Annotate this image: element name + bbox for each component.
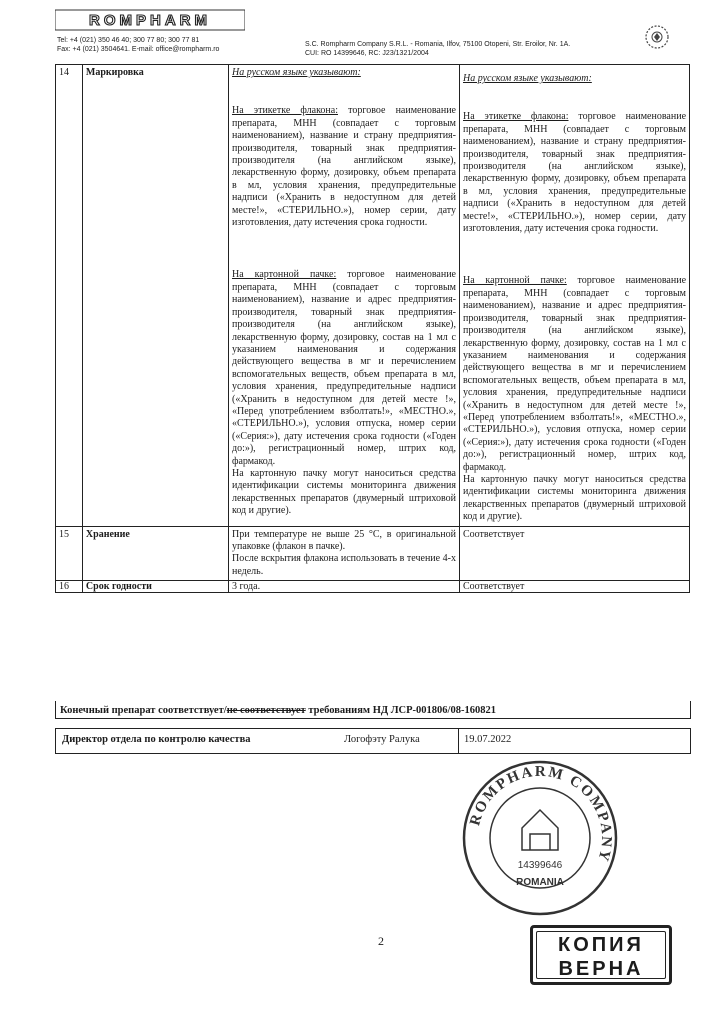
logo-graphic xyxy=(55,8,245,32)
seal-number: 14399646 xyxy=(517,860,563,871)
box-heading: На картонной пачке: xyxy=(463,275,567,287)
parameter-name: Хранение xyxy=(82,526,228,581)
seal-country: ROMANIA xyxy=(516,877,564,888)
company-address: S.C. Rompharm Company S.R.L. - Romania, Ilfov, 75100 Otopeni, Str. Eroilor, Nr. 1A. xyxy=(305,41,571,48)
label-heading: На этикетке флакона: xyxy=(231,105,338,117)
result-cell xyxy=(460,65,690,527)
signature-date: 19.07.2022 xyxy=(464,734,512,745)
company-seal xyxy=(460,758,620,918)
parameter-name: Маркировка xyxy=(82,65,228,527)
conclusion-suffix: требованиям НД ЛСР-001806/08-160821 xyxy=(305,705,496,716)
signer-name: Логофэту Ралука xyxy=(344,734,420,745)
conclusion-text xyxy=(60,705,496,716)
requirement-extra: На картонную пачку могут наноситься средства идентификации системы мониторинга движения лекарственных препаратов (двумерный штриховой код и другие). xyxy=(231,467,456,517)
page-number: 2 xyxy=(378,934,384,948)
stamp-line-2: ВЕРНА xyxy=(558,958,644,980)
conclusion-struck: не соответствует xyxy=(226,705,306,716)
result-box-text xyxy=(463,275,686,474)
logo-text: ROMPHARM xyxy=(89,12,211,29)
certification-mark-icon xyxy=(640,22,674,52)
parameter-name: Срок годности xyxy=(82,581,228,593)
result-intro: На русском языке указывают: xyxy=(463,73,592,84)
result-cell: Соответствует xyxy=(460,581,690,593)
table-row xyxy=(56,526,690,581)
company-details xyxy=(305,40,570,58)
requirement-text: При температуре не выше 25 °С, в оригинальной упаковке (флакон в пачке). xyxy=(231,528,456,552)
signature-row xyxy=(55,728,691,754)
certified-copy-stamp xyxy=(530,925,672,985)
seal-ring-text: ROMPHARM COMPANY xyxy=(467,763,615,865)
result-extra: На картонную пачку могут наноситься средства идентификации системы мониторинга движения лекарственных препаратов (двумерный штриховой код и другие). xyxy=(463,473,686,523)
requirement-label-text xyxy=(232,105,456,229)
requirement-cell xyxy=(228,526,459,581)
conclusion-prefix: Конечный препарат соответствует/ xyxy=(60,705,227,716)
result-label-text xyxy=(463,111,686,235)
seal-emblem-icon xyxy=(522,810,558,850)
result-cell: Соответствует xyxy=(460,526,690,581)
requirement-intro: На русском языке указывают: xyxy=(231,67,361,78)
requirement-text: После вскрытия флакона использовать в течение 4-х недель. xyxy=(231,553,456,577)
box-body: торговое наименование препарата, МНН (совпадает с торговым наименованием), название и адрес предприятия-производителя, товарный знак предприятия-производителя (на английском языке), лекарственную форму, дозировку, состав на 1 мл с указанием наименования и содержания действующего вещества в мг и перечислением вспомогательных веществ, объем препарата в мл, условия хранения, предупредительные надписи («Хранить в недоступном для детей месте !», «Перед употреблением взболтать!», «МЕСТНО.», «СТЕРИЛЬНО.»), условия отпуска, номер серии («Серия:»), дату истечения срока годности («Годен до:»), регистрационный номер, штрих код, фармакод. xyxy=(231,269,456,467)
company-registration: CUI: RO 14399646, RC: J23/1321/2004 xyxy=(305,50,429,57)
table-row xyxy=(56,65,690,527)
box-heading: На картонной пачке: xyxy=(231,269,337,281)
signer-title: Директор отдела по контролю качества xyxy=(62,734,251,745)
row-number: 16 xyxy=(56,581,83,593)
requirement-cell: 3 года. xyxy=(228,581,459,593)
contact-info xyxy=(57,36,219,54)
label-heading: На этикетке флакона: xyxy=(463,111,569,123)
stamp-line-1: КОПИЯ xyxy=(558,934,644,956)
row-number: 15 xyxy=(56,526,83,581)
fax-email-line: Fax: +4 (021) 3504641. E-mail: office@rompharm.ro xyxy=(57,46,220,53)
table-row xyxy=(56,581,690,593)
phone-line: Tel: +4 (021) 350 46 40; 300 77 80; 300 77 81 xyxy=(57,37,200,44)
requirement-box-text xyxy=(232,269,456,468)
company-logo xyxy=(55,8,245,32)
box-body: торговое наименование препарата, МНН (совпадает с торговым наименованием), название и адрес предприятия-производителя, товарный знак предприятия-производителя (на английском языке), лекарственную форму, дозировку, состав на 1 мл с указанием наименования и содержания действующего вещества в мг и перечислением вспомогательных веществ, объем препарата в мл, условия хранения, предупредительные надписи («Хранить в недоступном для детей месте !», «Перед употреблением взболтать!», «МЕСТНО.», «СТЕРИЛЬНО.»), условия отпуска, номер серии («Серия:»), дату истечения срока годности («Годен до:»), регистрационный номер, штрих код, фармакод. xyxy=(463,275,687,473)
label-body: торговое наименование препарата, МНН (совпадает с торговым наименованием), название и страну предприятия-производителя, товарный знак предприятия-производителя (на английском языке), лекарственную форму, дозировку, объем препарата в мл, условия хранения, предупредительные надписи («Хранить в недоступном для детей месте!», «СТЕРИЛЬНО.»), номер серии, дату изготовления, дату истечения срока годности. xyxy=(231,105,456,229)
requirement-cell xyxy=(228,65,459,527)
row-number: 14 xyxy=(56,65,83,527)
specification-table xyxy=(55,64,690,593)
label-body: торговое наименование препарата, МНН (совпадает с торговым наименованием), название и страну предприятия-производителя, товарный знак предприятия-производителя (на английском языке), лекарственную форму, дозировку, объем препарата в мл, условия хранения, предупредительные надписи («Хранить в недоступном для детей месте!», «СТЕРИЛЬНО.»), номер серии, дату изготовления, дату истечения срока годности. xyxy=(463,111,687,235)
